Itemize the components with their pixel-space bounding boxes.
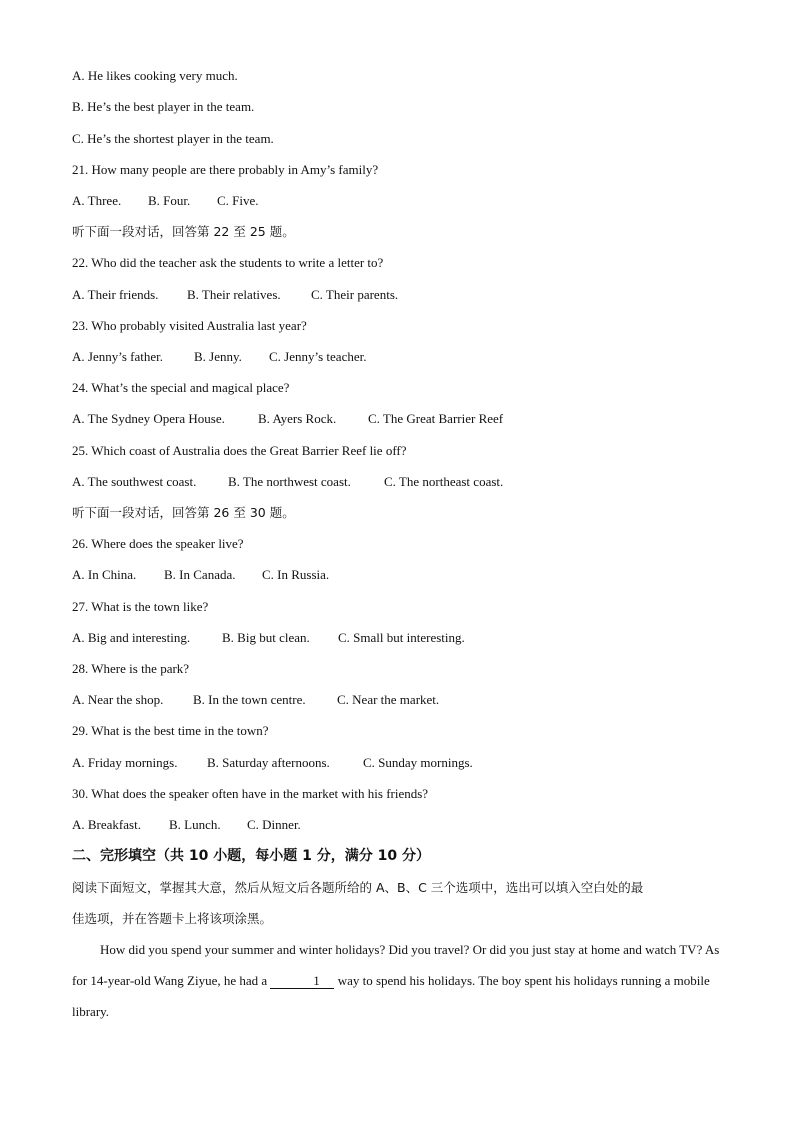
cloze-passage — [72, 934, 724, 1027]
dialogue-instruction: 听下面一段对话，回答第 22 至 25 题。 — [72, 224, 295, 239]
option-c: C. In Russia. — [262, 567, 330, 582]
option-a: A. Breakfast. — [72, 817, 141, 832]
option-b: B. Jenny. — [194, 349, 242, 364]
option-a: A. Three. — [72, 193, 122, 208]
section-instructions: 阅读下面短文，掌握其大意，然后从短文后各题所给的 A、B、C 三个选项中，选出可以填入空白处的最 — [72, 880, 644, 895]
option-c: C. Sunday mornings. — [363, 755, 473, 770]
option-line: C. He’s the shortest player in the team. — [72, 131, 274, 146]
question-30: 30. What does the speaker often have in the market with his friends? — [72, 786, 429, 801]
options-24 — [72, 411, 503, 427]
option-a: A. Near the shop. — [72, 692, 164, 707]
option-b: B. Saturday afternoons. — [207, 755, 330, 770]
options-28 — [72, 692, 439, 708]
option-line: A. He likes cooking very much. — [72, 68, 238, 83]
option-b: B. Ayers Rock. — [258, 411, 337, 426]
options-25 — [72, 474, 503, 490]
section-instructions: 佳选项，并在答题卡上将该项涂黑。 — [72, 911, 273, 926]
option-a: A. Friday mornings. — [72, 755, 178, 770]
passage-text: way to spend his holidays. The boy spent his holidays running a mobile library. — [72, 973, 710, 1019]
option-b: B. Lunch. — [169, 817, 221, 832]
options-26 — [72, 567, 329, 583]
option-a: A. In China. — [72, 567, 137, 582]
option-c: C. Near the market. — [337, 692, 440, 707]
option-a: A. Jenny’s father. — [72, 349, 163, 364]
option-b: B. In the town centre. — [193, 692, 306, 707]
dialogue-instruction: 听下面一段对话，回答第 26 至 30 题。 — [72, 505, 295, 520]
options-21 — [72, 193, 259, 209]
options-29 — [72, 755, 473, 771]
options-23 — [72, 349, 366, 365]
option-b: B. In Canada. — [164, 567, 236, 582]
options-30 — [72, 817, 301, 833]
cloze-blank: 1 — [270, 974, 334, 989]
question-21: 21. How many people are there probably in Amy’s family? — [72, 162, 379, 177]
question-29: 29. What is the best time in the town? — [72, 723, 269, 738]
options-22 — [72, 287, 398, 303]
option-a: A. Their friends. — [72, 287, 159, 302]
option-b: B. The northwest coast. — [228, 474, 351, 489]
options-27 — [72, 630, 465, 646]
passage-text: How did you spend your summer and winter holidays? Did you travel? Or did you just stay at home and watch TV? As for 14-year-old Wang Ziyue, he had a — [72, 942, 720, 988]
option-b: B. Four. — [148, 193, 191, 208]
option-a: A. The southwest coast. — [72, 474, 197, 489]
question-28: 28. Where is the park? — [72, 661, 190, 676]
option-c: C. Dinner. — [247, 817, 301, 832]
option-b: B. Big but clean. — [222, 630, 310, 645]
option-c: C. Their parents. — [311, 287, 399, 302]
option-c: C. Jenny’s teacher. — [269, 349, 367, 364]
question-25: 25. Which coast of Australia does the Great Barrier Reef lie off? — [72, 443, 407, 458]
option-a: A. Big and interesting. — [72, 630, 191, 645]
option-a: A. The Sydney Opera House. — [72, 411, 225, 426]
question-23: 23. Who probably visited Australia last year? — [72, 318, 307, 333]
option-c: C. Five. — [217, 193, 259, 208]
question-27: 27. What is the town like? — [72, 599, 209, 614]
option-line: B. He’s the best player in the team. — [72, 99, 255, 114]
option-c: C. Small but interesting. — [338, 630, 465, 645]
question-26: 26. Where does the speaker live? — [72, 536, 244, 551]
section-title: 二、完形填空（共 10 小题，每小题 1 分，满分 10 分） — [72, 848, 430, 864]
question-22: 22. Who did the teacher ask the students to write a letter to? — [72, 255, 384, 270]
option-c: C. The Great Barrier Reef — [368, 411, 504, 426]
option-c: C. The northeast coast. — [384, 474, 504, 489]
option-b: B. Their relatives. — [187, 287, 281, 302]
question-24: 24. What’s the special and magical place? — [72, 380, 290, 395]
